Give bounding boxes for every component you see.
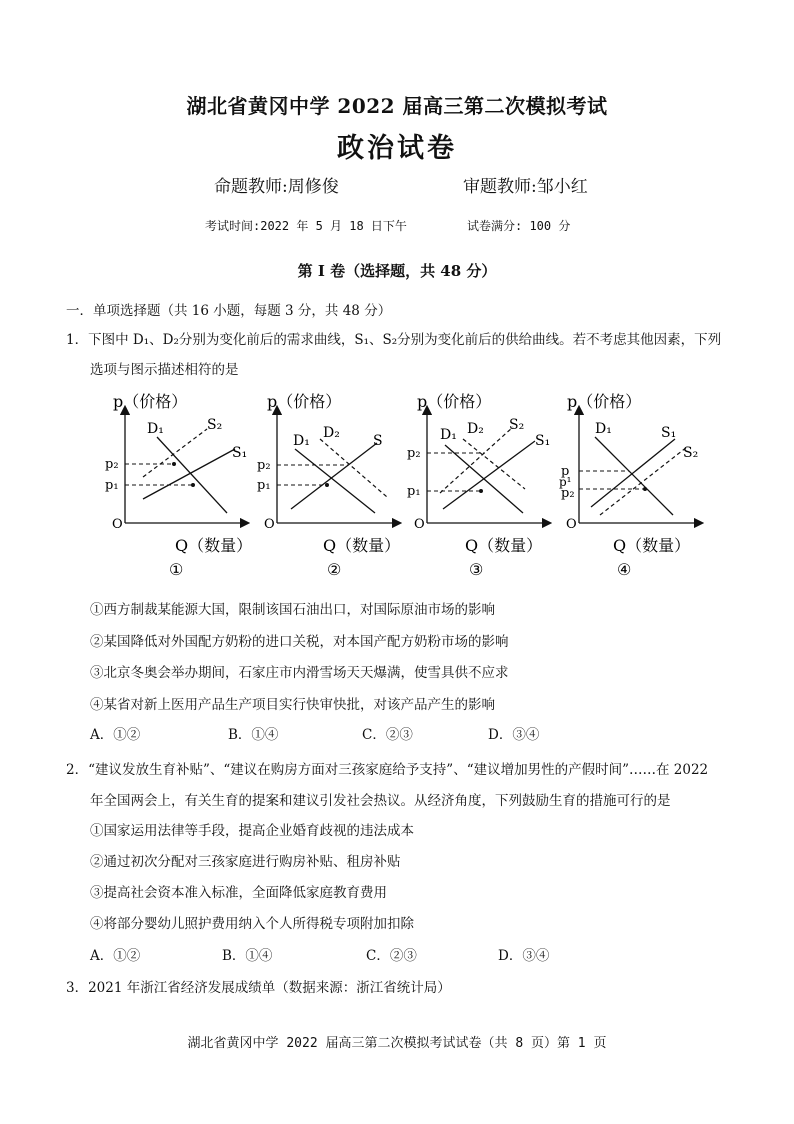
- exam-title: 湖北省黄冈中学 2022 届高三第二次模拟考试: [186, 94, 608, 118]
- author-line: 命题教师:周修俊: [214, 177, 339, 197]
- graph-1-tick-p2: p₂: [105, 457, 119, 472]
- q2-option-a[interactable]: A．①②: [90, 948, 141, 964]
- graph-3-curve-d2: D₂: [467, 421, 484, 437]
- q1-statement-1: ①西方制裁某能源大国，限制该国石油出口，对国际原油市场的影响: [90, 602, 495, 618]
- graph-4-tick-p: p: [561, 464, 570, 479]
- graph-1: [105, 392, 252, 579]
- graph-2-curve-s: S: [373, 433, 383, 449]
- part-heading: 一．单项选择题（共 16 小题，每题 3 分，共 48 分）: [66, 303, 392, 319]
- graph-2-number: ②: [327, 560, 342, 579]
- graph-4-curve-s2: S₂: [683, 445, 699, 461]
- page-footer: 湖北省黄冈中学 2022 届高三第二次模拟考试试卷（共 8 页）第 1 页: [187, 1036, 607, 1051]
- graph-2-xlabel: Q（数量）: [323, 536, 401, 555]
- graph-4-curve-s1: S₁: [661, 425, 677, 441]
- q2-statement-4: ④将部分婴幼儿照护费用纳入个人所得税专项附加扣除: [90, 916, 414, 932]
- graph-1-curve-s1: S₁: [232, 445, 248, 461]
- q2-option-b[interactable]: B．①④: [222, 948, 273, 964]
- q2-option-d[interactable]: D．③④: [498, 948, 550, 964]
- graph-3-origin: O: [414, 517, 425, 532]
- q3-stem: 3．2021 年浙江省经济发展成绩单（数据来源：浙江省统计局）: [66, 980, 451, 996]
- exam-time: 考试时间:2022 年 5 月 18 日下午: [205, 219, 407, 233]
- graph-4-xlabel: Q（数量）: [613, 536, 691, 555]
- graph-2-ylabel: p（价格）: [267, 392, 342, 411]
- q2-stem-line1: 2．“建议发放生育补贴”、“建议在购房方面对三孩家庭给予支持”、“建议增加男性的产假时间”……在 2022: [66, 762, 709, 778]
- subject-title: 政治试卷: [337, 133, 457, 164]
- graph-3-tick-p2: p₂: [407, 446, 421, 461]
- q2-stem-line2: 年全国两会上，有关生育的提案和建议引发社会热议。从经济角度，下列鼓励生育的措施可行的是: [90, 793, 671, 809]
- graph-2-origin: O: [264, 517, 275, 532]
- graph-2-curve-d2: D₂: [323, 425, 340, 441]
- q2-statement-1: ①国家运用法律等手段，提高企业婚育歧视的违法成本: [90, 823, 414, 839]
- q1-stem-line1: 1．下图中 D₁、D₂分别为变化前后的需求曲线，S₁、S₂分别为变化前后的供给曲线。若不考虑其他因素，下列: [66, 332, 722, 348]
- graph-1-tick-p1: p₁: [105, 478, 119, 493]
- graph-4: [559, 392, 699, 579]
- graph-2-tick-p1: p₁: [257, 478, 271, 493]
- graph-1-origin: O: [112, 517, 123, 532]
- graph-3-curve-s1: S₁: [535, 433, 551, 449]
- q1-option-c[interactable]: C．②③: [362, 727, 413, 743]
- graph-2-curve-d1: D₁: [293, 433, 310, 449]
- graph-1-xlabel: Q（数量）: [175, 536, 253, 555]
- full-score: 试卷满分: 100 分: [467, 219, 571, 233]
- q2-statement-2: ②通过初次分配对三孩家庭进行购房补贴、租房补贴: [90, 854, 401, 870]
- section-title: 第 I 卷（选择题，共 48 分）: [297, 262, 497, 280]
- graph-3-number: ③: [469, 560, 484, 579]
- graph-2-tick-p2: p₂: [257, 458, 271, 473]
- graph-4-tick-p2: p₂: [561, 486, 575, 501]
- graph-3: [407, 392, 550, 579]
- q1-option-b[interactable]: B．①④: [228, 727, 279, 743]
- graph-1-curve-d1: D₁: [147, 421, 164, 437]
- graph-3-xlabel: Q（数量）: [465, 536, 543, 555]
- q2-statement-3: ③提高社会资本准入标准，全面降低家庭教育费用: [90, 885, 387, 901]
- graph-1-number: ①: [169, 560, 184, 579]
- supply-demand-graphs: [95, 385, 735, 585]
- q1-option-a[interactable]: A．①②: [90, 727, 141, 743]
- graph-1-curve-s2: S₂: [207, 417, 223, 433]
- q1-option-d[interactable]: D．③④: [488, 727, 540, 743]
- graph-1-ylabel: p（价格）: [113, 392, 188, 411]
- q2-option-c[interactable]: C．②③: [366, 948, 417, 964]
- graph-3-curve-s2: S₂: [509, 417, 525, 433]
- graph-3-ylabel: p（价格）: [417, 392, 492, 411]
- graph-4-number: ④: [617, 560, 632, 579]
- graph-4-tick-p1: p¹: [559, 475, 572, 489]
- graph-3-curve-d1: D₁: [440, 427, 457, 443]
- graph-4-origin: O: [566, 517, 577, 532]
- graph-4-curve-d1: D₁: [595, 421, 612, 437]
- graph-2: [257, 392, 400, 579]
- graph-4-ylabel: p（价格）: [567, 392, 642, 411]
- q1-statement-4: ④某省对新上医用产品生产项目实行快审快批，对该产品产生的影响: [90, 697, 495, 713]
- q1-stem-line2: 选项与图示描述相符的是: [90, 362, 239, 378]
- reviewer-line: 审题教师:邹小红: [463, 177, 588, 197]
- q1-statement-2: ②某国降低对外国配方奶粉的进口关税，对本国产配方奶粉市场的影响: [90, 634, 509, 650]
- graph-3-tick-p1: p₁: [407, 484, 421, 499]
- q1-statement-3: ③北京冬奥会举办期间，石家庄市内滑雪场天天爆满，使雪具供不应求: [90, 665, 509, 681]
